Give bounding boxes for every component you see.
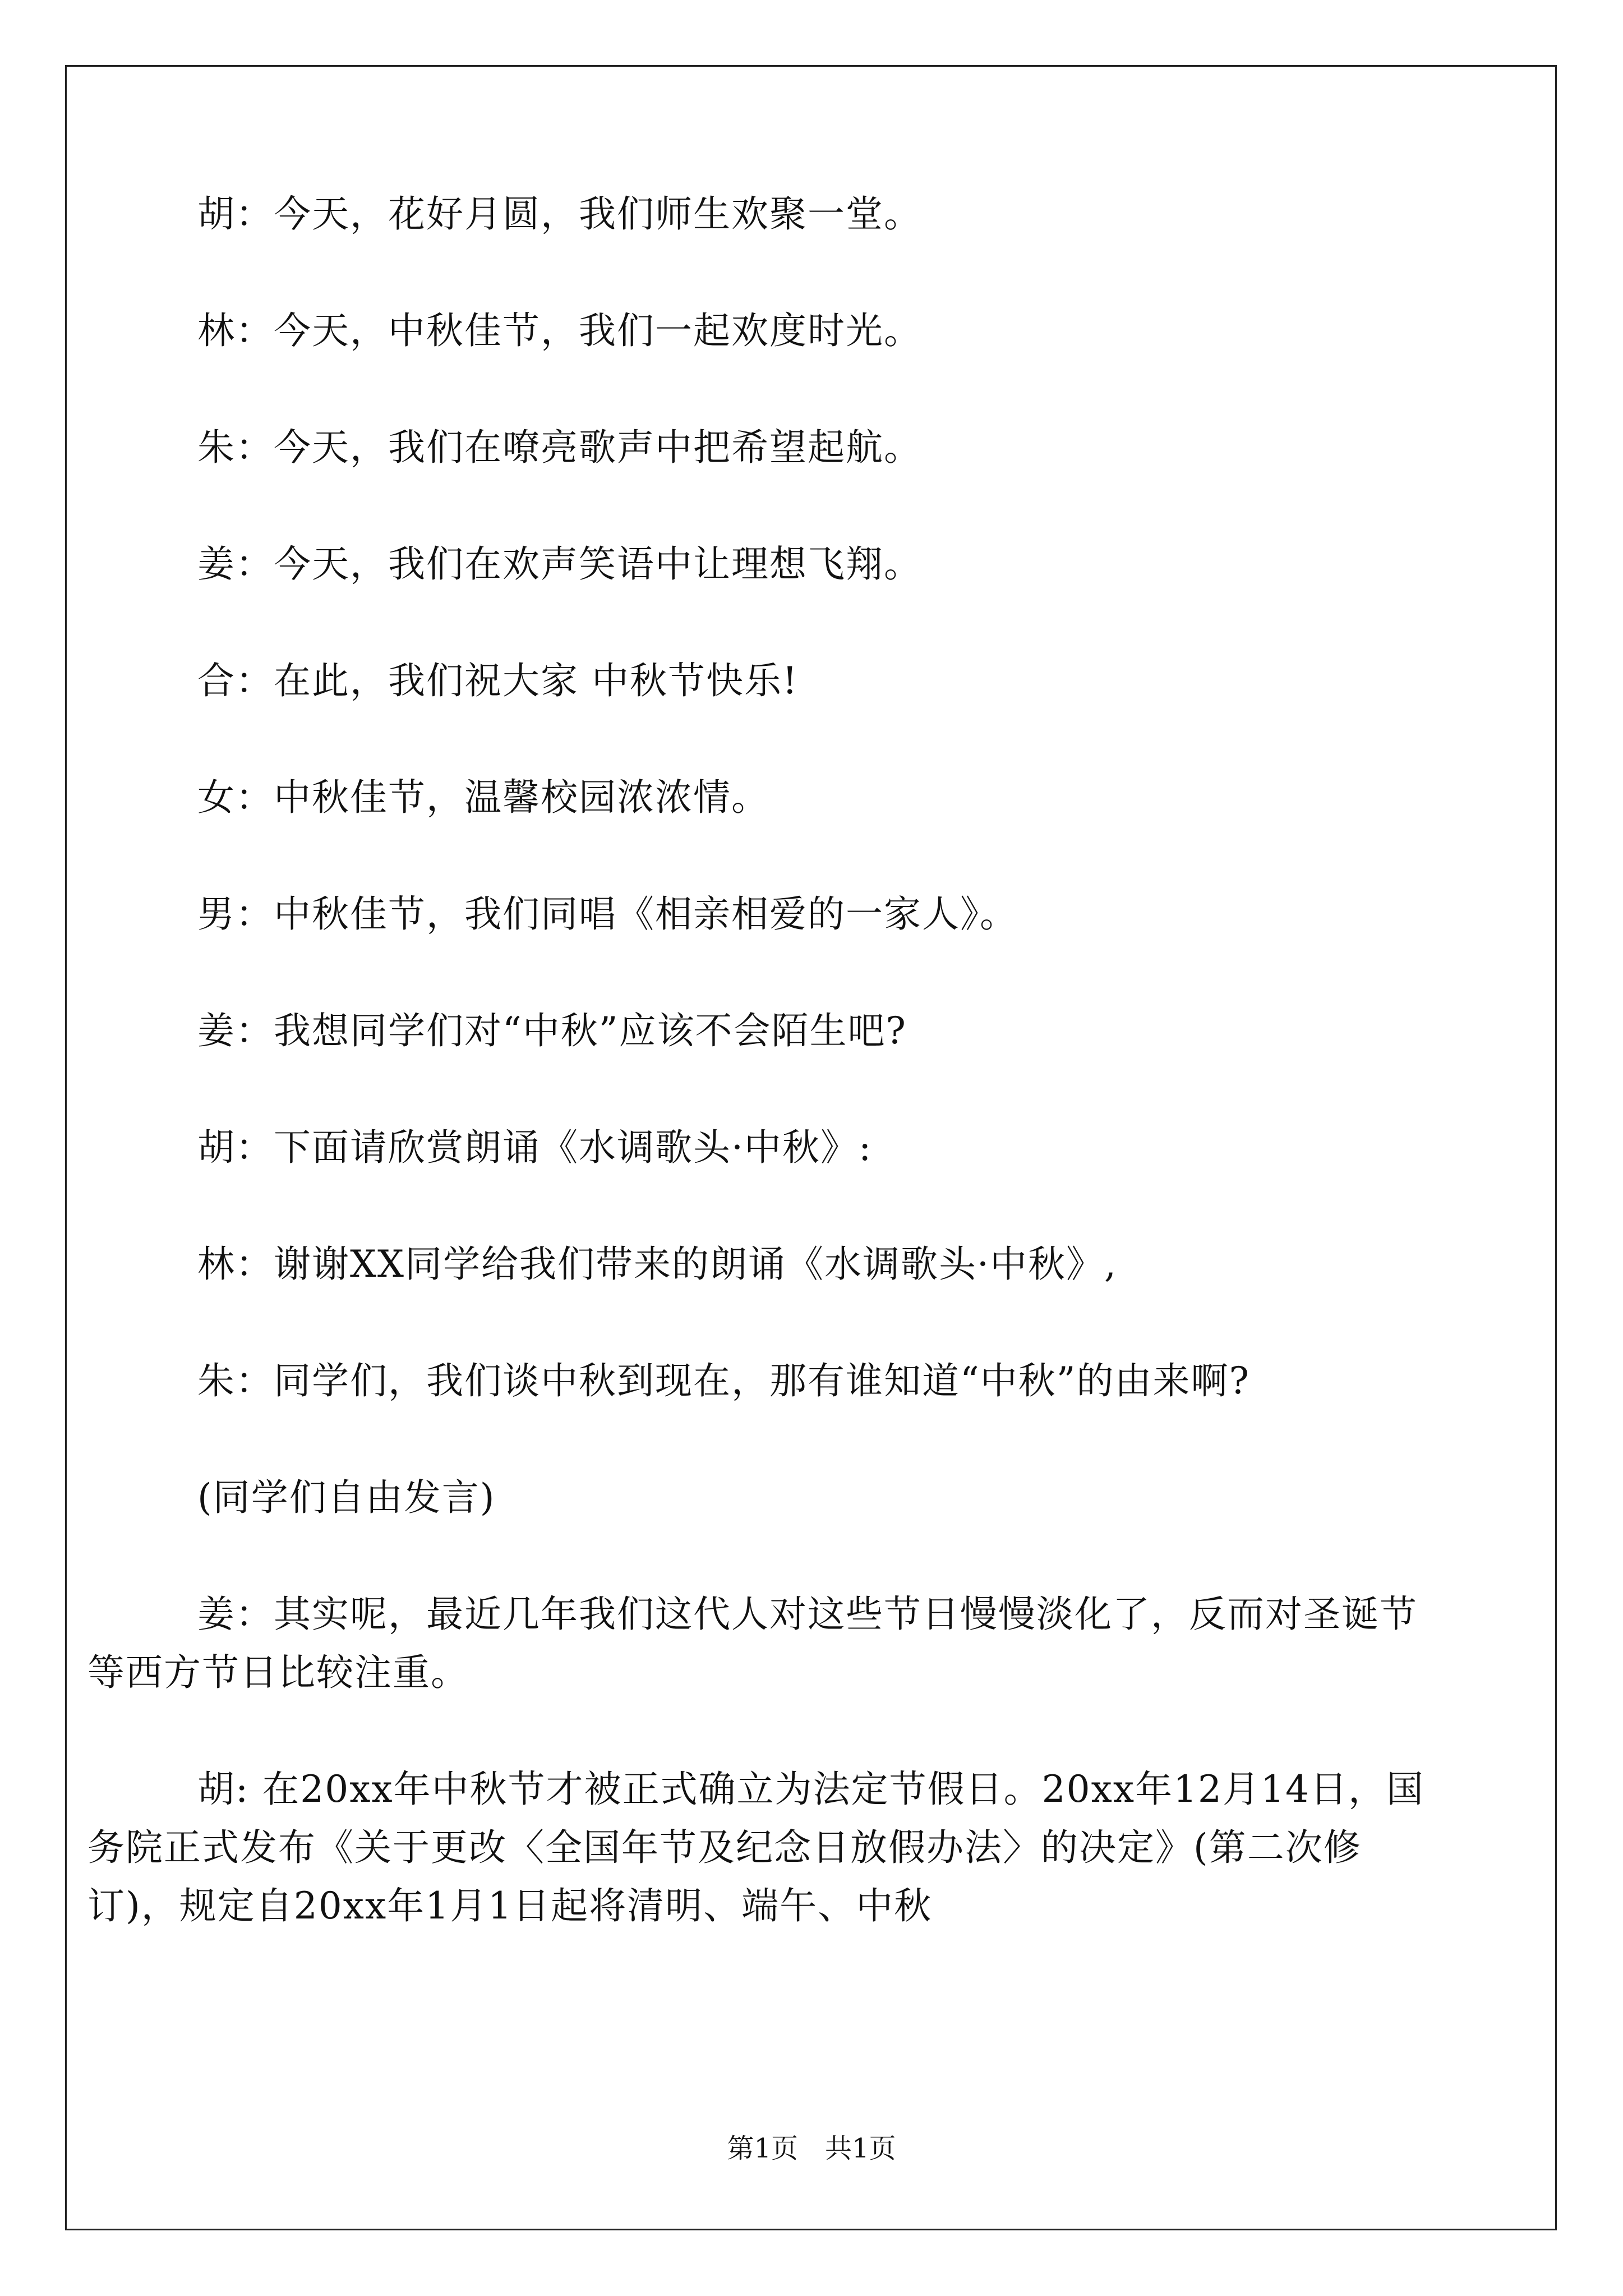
paragraph: 林：今天，中秋佳节，我们一起欢度时光。 — [197, 309, 922, 352]
paragraph: 姜：其实呢，最近几年我们这代人对这些节日慢慢淡化了，反而对圣诞节等西方节日比较注重。 — [87, 1593, 1418, 1694]
paragraph: 男：中秋佳节，我们同唱《相亲相爱的一家人》。 — [197, 892, 1018, 936]
paragraph: 朱：今天，我们在嘹亮歌声中把希望起航。 — [197, 426, 922, 469]
paragraph: 朱：同学们，我们谈中秋到现在，那有谁知道“中秋”的由来啊? — [197, 1359, 1250, 1402]
paragraph: 胡：下面请欣赏朗诵《水调歌头·中秋》: — [197, 1126, 873, 1169]
paragraph: (同学们自由发言) — [197, 1476, 496, 1519]
paragraph: 胡: 在20xx年中秋节才被正式确立为法定节假日。20xx年12月14日，国务院正式发布《关于更改〈全国年节及纪念日放假办法〉的决定》(第二次修订)，规定自20xx年1月1日起将清明、端午、中秋 — [87, 1768, 1425, 1927]
paragraph: 姜：今天，我们在欢声笑语中让理想飞翔。 — [197, 542, 922, 586]
paragraph: 女：中秋佳节，温馨校园浓浓情。 — [197, 776, 769, 819]
document-body — [87, 185, 1431, 1994]
paragraph: 胡：今天，花好月圆，我们师生欢聚一堂。 — [197, 192, 922, 236]
paragraph: 林：谢谢XX同学给我们带来的朗诵《水调歌头·中秋》, — [197, 1243, 1117, 1286]
paragraph: 姜：我想同学们对“中秋”应该不会陌生吧? — [197, 1009, 907, 1052]
page-footer: 第1页 共1页 — [727, 2133, 896, 2164]
paragraph: 合：在此，我们祝大家 中秋节快乐! — [197, 659, 799, 702]
